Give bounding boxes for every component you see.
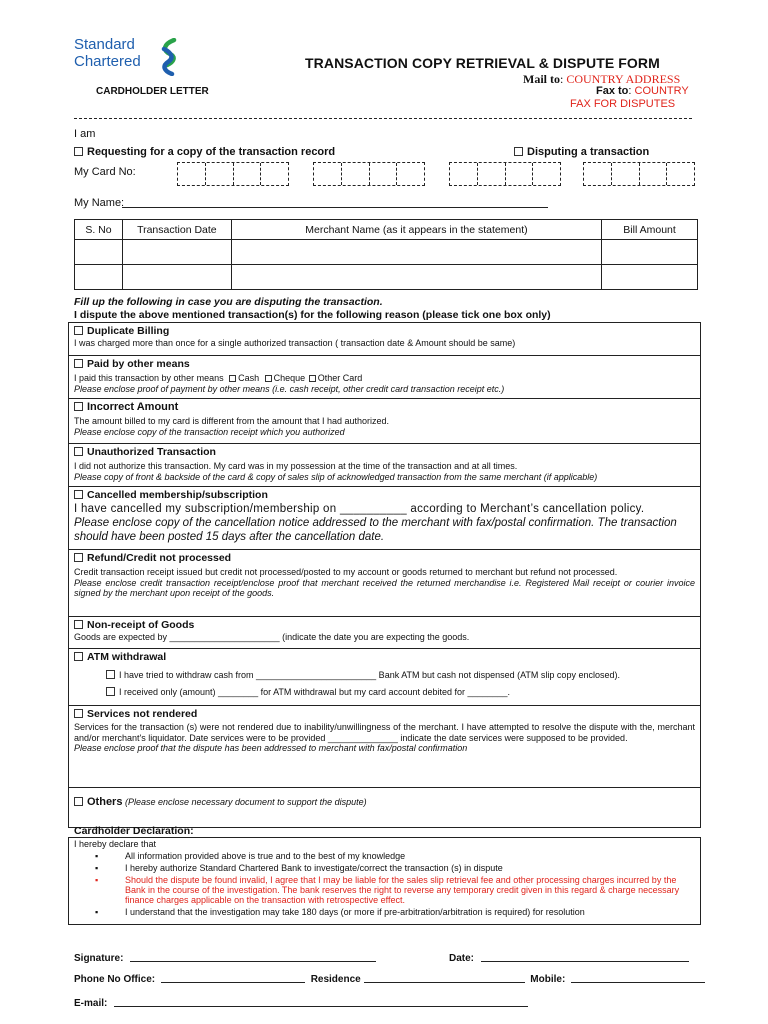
request-copy-option[interactable] <box>74 146 335 158</box>
table-header-row <box>75 220 698 240</box>
fax-to-value: COUNTRY <box>634 85 689 97</box>
atm-line-1: I have tried to withdraw cash from ________________________ Bank ATM but cash not dispensed (ATM slip copy enclosed). <box>119 670 620 680</box>
table-cell[interactable] <box>122 240 231 265</box>
fax-to-label: Fax to <box>596 85 629 97</box>
reason-duplicate-billing <box>69 323 700 356</box>
reason-title[interactable] <box>74 401 695 414</box>
atm-checkbox[interactable] <box>74 652 83 661</box>
reason-text: I have cancelled my subscription/membership on __________ according to Merchant’s cancellation policy. <box>74 503 645 515</box>
atm-option-2[interactable] <box>74 684 695 701</box>
reason-text: Goods are expected by ______________________ (indicate the date you are expecting the goods. <box>74 632 470 642</box>
reason-cancelled-membership <box>69 487 700 550</box>
table-cell[interactable] <box>75 240 123 265</box>
reason-title-text: Cancelled membership/subscription <box>87 489 268 501</box>
declaration-intro: I hereby declare that <box>74 839 157 849</box>
request-copy-label: Requesting for a copy of the transaction record <box>87 146 336 158</box>
table-cell[interactable] <box>231 265 601 290</box>
list-item: ▪ I hereby authorize Standard Chartered Bank to investigate/correct the transaction (s) in dispute <box>95 863 503 873</box>
list-item: ▪ I understand that the investigation may take 180 days (or more if pre-arbitration/arbitration is required) for resolution <box>95 907 585 917</box>
fax-to: Fax to: COUNTRY <box>596 85 689 97</box>
reason-note: Please enclose copy of the cancellation notice addressed to the merchant with fax/postal confirmation. The transaction should have been posted 15 days after the cancellation date. <box>74 517 677 543</box>
list-item: ▪ All information provided above is true and to the best of my knowledge <box>95 851 406 861</box>
reason-title-text: Unauthorized Transaction <box>87 446 216 458</box>
date-row <box>449 953 689 964</box>
email-field[interactable] <box>114 998 528 1007</box>
date-label: Date: <box>449 953 475 964</box>
reason-note: Please enclose credit transaction receipt/enclose proof that merchant received the returned merchandise i.e. Registered Mail receipt or courier invoice signed by the merchant upon receipt of the goods. <box>74 577 695 598</box>
mail-to-label: Mail to <box>523 72 560 86</box>
phone-row <box>74 974 705 985</box>
table-row[interactable] <box>75 240 698 265</box>
fill-note: Fill up the following in case you are disputing the transaction. <box>74 296 383 308</box>
reason-title-text: Non-receipt of Goods <box>87 619 195 631</box>
reason-title-text: Paid by other means <box>87 358 190 370</box>
reason-title-text: Duplicate Billing <box>87 325 170 337</box>
reason-others <box>69 788 700 827</box>
reason-note: Please copy of front & backside of the card & copy of sales slip of acknowledged transaction from the same merchant (if applicable) <box>74 471 598 482</box>
dispute-option[interactable] <box>514 146 649 158</box>
atm-line-2: I received only (amount) ________ for ATM withdrawal but my card account debited for ________. <box>119 687 511 697</box>
col-sno: S. No <box>75 220 123 240</box>
col-transaction-date: Transaction Date <box>122 220 231 240</box>
reason-non-receipt <box>69 617 700 649</box>
reason-title-text: ATM withdrawal <box>87 651 167 663</box>
reason-title[interactable] <box>74 708 695 721</box>
reason-title-text: Services not rendered <box>87 708 198 720</box>
reason-title[interactable] <box>74 651 695 664</box>
reason-text <box>74 373 695 384</box>
mail-to-value: COUNTRY ADDRESS <box>566 72 681 86</box>
declaration-list <box>95 851 695 917</box>
col-merchant-name: Merchant Name (as it appears in the statement) <box>231 220 601 240</box>
duplicate-checkbox[interactable] <box>74 326 83 335</box>
declaration-title: Cardholder Declaration: <box>74 825 194 837</box>
reason-title-text: Refund/Credit not processed <box>87 552 232 564</box>
reason-text: Services for the transaction (s) were not rendered due to inability/unwillingness of the merchant. I have attempted to resolve the dispute with the, merchant and/or merchant's liquidator. Date services were to be provided ______________ indicate the date services were supposed to be provided. <box>74 722 695 743</box>
reason-atm-withdrawal <box>69 649 700 706</box>
name-field[interactable] <box>122 207 548 208</box>
reason-title-text: Others <box>87 796 123 808</box>
card-number-group-1[interactable] <box>177 162 289 186</box>
residence-label: Residence <box>310 974 361 985</box>
table-row[interactable] <box>75 265 698 290</box>
card-number-group-2[interactable] <box>313 162 425 186</box>
reason-note: Please enclose proof of payment by other means (i.e. cash receipt, other credit card transaction receipt etc.) <box>74 383 505 394</box>
cash-checkbox[interactable] <box>229 375 236 382</box>
reason-paid-other-means <box>69 356 700 399</box>
reason-text: I was charged more than once for a single authorized transaction ( transaction date & Amount should be same) <box>74 338 516 348</box>
i-am-label: I am <box>74 128 96 140</box>
email-label: E-mail: <box>74 998 108 1009</box>
col-bill-amount: Bill Amount <box>602 220 698 240</box>
declaration-text: All information provided above is true and to the best of my knowledge <box>125 851 406 861</box>
reason-services-not-rendered <box>69 706 700 788</box>
atm-option-1[interactable] <box>74 667 695 684</box>
refund-checkbox[interactable] <box>74 553 83 562</box>
card-number-group-3[interactable] <box>449 162 561 186</box>
dispute-checkbox[interactable] <box>514 147 523 156</box>
declaration-text: I hereby authorize Standard Chartered Bank to investigate/correct the transaction (s) in dispute <box>125 863 503 873</box>
form-title: TRANSACTION COPY RETRIEVAL & DISPUTE FORM <box>305 55 660 71</box>
date-field[interactable] <box>481 953 689 962</box>
phone-office-label: Phone No Office: <box>74 974 156 985</box>
declaration-box <box>68 837 701 925</box>
reason-title[interactable] <box>74 358 695 371</box>
reason-note: Please enclose proof that the dispute has been addressed to merchant with fax/postal confirmation <box>74 743 468 753</box>
reason-title[interactable] <box>74 552 695 565</box>
other-card-label: Other Card <box>317 373 363 383</box>
logo-text <box>74 36 141 70</box>
list-item: ▪ Should the dispute be found invalid, I agree that I may be liable for the sales slip retrieval fee and other processing charges incurred by the Bank in the course of the investigation. The bank reserves the right to reverse any temporary credit given in this regard & charge necessary finance charges applicable on the transaction with retrospective effect. <box>95 875 680 905</box>
email-row <box>74 998 528 1009</box>
dispute-reasons <box>68 322 701 828</box>
others-checkbox[interactable] <box>74 797 83 806</box>
reason-title[interactable] <box>74 325 695 338</box>
card-number-group-4[interactable] <box>583 162 695 186</box>
cardholder-letter-label: CARDHOLDER LETTER <box>96 86 209 97</box>
signature-label: Signature: <box>74 953 124 964</box>
other-means-checkbox[interactable] <box>74 359 83 368</box>
unauthorized-checkbox[interactable] <box>74 447 83 456</box>
incorrect-amount-checkbox[interactable] <box>74 402 83 411</box>
logo-line-2: Chartered <box>74 53 141 70</box>
reason-incorrect-amount <box>69 399 700 444</box>
non-receipt-checkbox[interactable] <box>74 620 83 629</box>
declaration-text: I understand that the investigation may take 180 days (or more if pre-arbitration/arbitration is required) for resolution <box>125 907 585 917</box>
reason-title[interactable]: Others (Please enclose necessary document to support the dispute) <box>74 796 695 809</box>
reason-note: Please enclose copy of the transaction receipt which you authorized <box>74 426 345 437</box>
fax-for-disputes: FAX FOR DISPUTES <box>570 98 676 110</box>
request-copy-checkbox[interactable] <box>74 147 83 156</box>
reason-title[interactable] <box>74 619 695 632</box>
dispute-note: I dispute the above mentioned transaction(s) for the following reason (please tick one box only) <box>74 309 551 321</box>
mail-to: Mail to: COUNTRY ADDRESS <box>523 72 681 86</box>
table-cell[interactable] <box>602 265 698 290</box>
reason-text: I did not authorize this transaction. My card was in my possession at the time of the transaction and at all times. <box>74 461 518 471</box>
residence-field[interactable] <box>364 974 525 983</box>
header-divider <box>74 118 692 119</box>
cash-label: Cash <box>238 373 260 383</box>
reason-title[interactable] <box>74 489 695 502</box>
mobile-field[interactable] <box>571 974 705 983</box>
phone-office-field[interactable] <box>161 974 305 983</box>
logo-line-1: Standard <box>74 36 135 53</box>
table-cell[interactable] <box>75 265 123 290</box>
table-cell[interactable] <box>602 240 698 265</box>
reason-text: Credit transaction receipt issued but credit not processed/posted to my account or goods returned to merchant but refund not processed. <box>74 567 618 577</box>
atm-option-2-checkbox[interactable] <box>106 687 115 696</box>
signature-field[interactable] <box>130 953 376 962</box>
other-card-checkbox[interactable] <box>309 375 316 382</box>
transaction-table <box>74 219 698 290</box>
mobile-label: Mobile: <box>530 974 566 985</box>
card-no-label: My Card No: <box>74 166 136 178</box>
dispute-label: Disputing a transaction <box>527 146 650 158</box>
bank-logo <box>74 36 184 78</box>
other-means-prefix: I paid this transaction by other means <box>74 373 224 383</box>
reason-note: Please enclose necessary document to support the dispute <box>127 797 364 807</box>
reason-refund-not-processed <box>69 550 700 617</box>
table-cell[interactable] <box>231 240 601 265</box>
reason-text: The amount billed to my card is different from the amount that I had authorized. <box>74 416 390 426</box>
reason-unauthorized <box>69 444 700 487</box>
cheque-label: Cheque <box>273 373 306 383</box>
name-label: My Name: <box>74 197 125 209</box>
atm-option-1-checkbox[interactable] <box>106 670 115 679</box>
table-cell[interactable] <box>122 265 231 290</box>
reason-title-text: Incorrect Amount <box>87 401 179 413</box>
reason-title[interactable] <box>74 446 695 459</box>
cancelled-checkbox[interactable] <box>74 490 83 499</box>
signature-row <box>74 953 376 964</box>
logo-mark-icon <box>158 38 180 76</box>
services-checkbox[interactable] <box>74 709 83 718</box>
declaration-text: Should the dispute be found invalid, I agree that I may be liable for the sales slip retrieval fee and other processing charges incurred by the Bank in the course of the investigation. The bank reserves the right to reverse any temporary credit given in this regard & charge necessary finance charges applicable on the transaction with retrospective effect. <box>125 875 680 905</box>
cheque-checkbox[interactable] <box>265 375 272 382</box>
